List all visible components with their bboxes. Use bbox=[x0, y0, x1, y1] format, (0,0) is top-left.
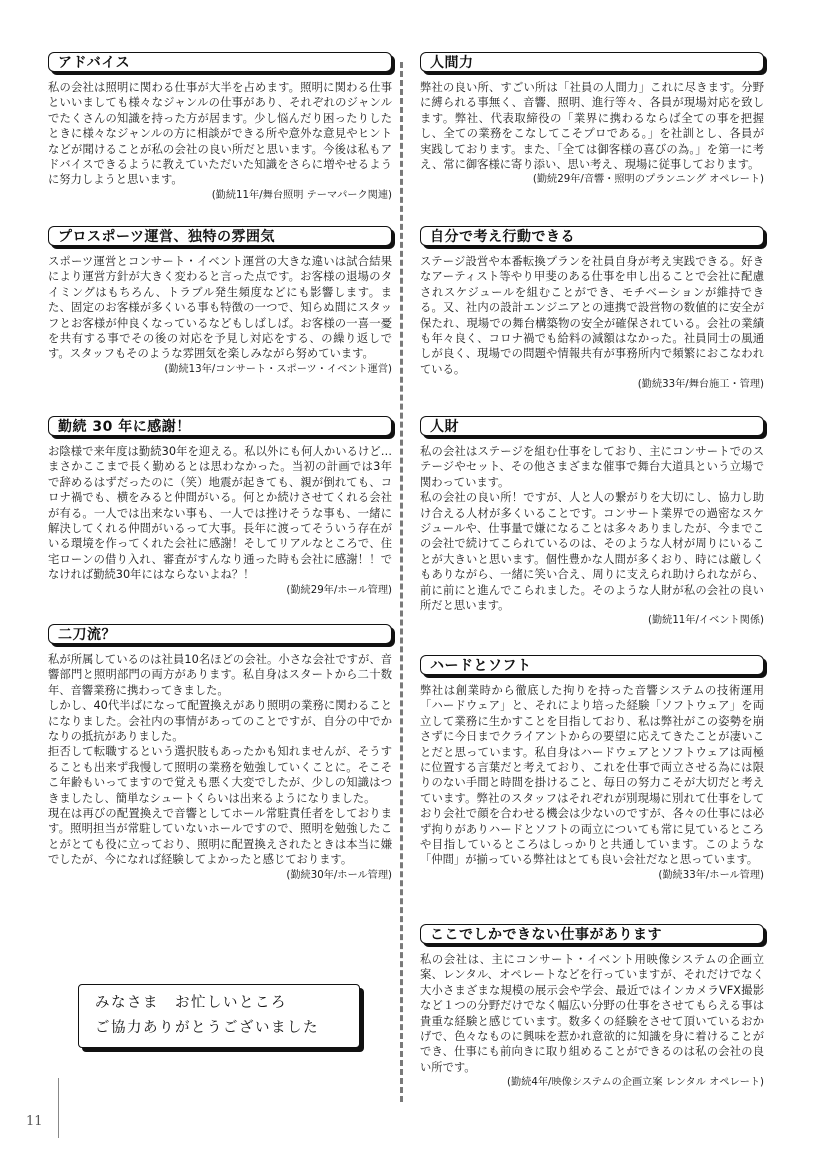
heading-label: 自分で考え行動できる bbox=[430, 229, 575, 245]
section-30-years bbox=[48, 416, 392, 598]
section-think-and-act bbox=[420, 226, 764, 392]
thanks-line-2: ご協力ありがとうございました bbox=[95, 1020, 319, 1036]
column-divider bbox=[400, 62, 403, 1102]
section-body: スポーツ運営とコンサート・イベント運営の大きな違いは試合結果により運営方針が大きく変わると言った点です。お客様の退場のタイミングはもちろん、トラブル発生頻度などにも影響します。また、固定のお客様が多くいる事も特徴の一つで、知らぬ間にスタッフとお客様が仲良くなっているなどもしばしば。お客様の一喜一憂を共有する事でその後の対応を予見し対応をする、の繰り返しです。スタッフもそのような雰囲気を楽しみながら努めています。 bbox=[48, 255, 392, 361]
section-heading bbox=[420, 226, 764, 248]
section-credit: (勤続29年/ホール管理) bbox=[286, 584, 392, 596]
section-advice bbox=[48, 52, 392, 203]
section-credit: (勤続30年/ホール管理) bbox=[286, 869, 392, 881]
heading-label: 勤続 30 年に感謝！ bbox=[58, 419, 191, 435]
thanks-box bbox=[78, 984, 360, 1048]
section-heading bbox=[420, 52, 764, 74]
section-body: 私の会社はステージを組む仕事をしており、主にコンサートでのステージやセット、その他さまざまな催事で舞台大道具という立場で関わっています。 私の会社の良い所！ですが、人と人の繋がりを大切にし、協力し助け合える人材が多くいることです。コンサート業界での過密なスケジュールや、仕事量で嫌になることは多々ありましたが、今までこの会社で続けてこられているのは、そのような人材が周りにいることが大きいと思います。個性豊かな人間が多くおり、時には厳しくもありながら、一緒に笑い合え、周りに支えられ助けられながら、前に前にと進んでこられました。そのような人財が私の会社の良い所だと思います。 bbox=[420, 445, 764, 613]
page-margin-rule bbox=[58, 1078, 59, 1138]
section-body: 私が所属しているのは社員10名ほどの会社。小さな会社ですが、音響部門と照明部門の両方があります。私自身はスタートから二十数年、音響業務に携わってきました。 しかし、40代半ばになって配置換えがあり照明の業務に関わることになりました。会社内の事情があってのことですが、自分の中でかなりの抵抗がありました。 拒否して転職するという選択肢もあったかも知れませんが、そうすることも出来ず我慢して照明の業務を勉強していくことに。そこそこ年齢もいってますので覚えも悪く大変でしたが、少しの知識はつきましたし、簡単なシュートくらいは出来るようになりました。 現在は再びの配置換えで音響としてホール常駐責任者をしております。照明担当が常駐していないホールですので、照明を勉強したことがとても役に立っており、照明に配置換えされたときは本当に嫌でしたが、今になれば経験してよかったと感じております。 bbox=[48, 653, 392, 867]
heading-label: ここでしかできない仕事があります bbox=[430, 927, 662, 943]
section-credit: (勤続11年/舞台照明 テーマパーク関連) bbox=[211, 189, 392, 201]
section-heading bbox=[48, 52, 392, 74]
section-heading bbox=[48, 416, 392, 438]
thanks-line-1: みなさま お忙しいところ bbox=[95, 995, 287, 1011]
section-heading bbox=[48, 226, 392, 248]
section-heading bbox=[420, 655, 764, 677]
section-body: 私の会社は、主にコンサート・イベント用映像システムの企画立案、レンタル、オペレートなどを行っていますが、それだけでなく大小さまざまな規模の展示会や学会、最近ではインカメラVFX撮影など１つの分野だけでなく幅広い分野の仕事をさせてもらえる事は貴重な経験と感じています。数多くの経験をさせて頂いているおかげで、色々なものに興味を惹かれ意欲的に知識を身に着けることができ、仕事にも前向きに取り組めることができるのは私の会社の良い所です。 bbox=[420, 953, 764, 1074]
section-heading bbox=[48, 624, 392, 646]
page-number: 11 bbox=[26, 1114, 43, 1129]
heading-label: 二刀流？ bbox=[58, 627, 116, 643]
section-human-power bbox=[420, 52, 764, 187]
section-credit: (勤続33年/舞台施工・管理) bbox=[637, 379, 764, 391]
heading-label: ハードとソフト bbox=[430, 658, 532, 674]
section-credit: (勤続11年/イベント関係) bbox=[647, 615, 764, 627]
section-credit: (勤続29年/音響・照明のプランニング オペレート) bbox=[532, 174, 764, 186]
section-body: 弊社の良い所、すごい所は「社員の人間力」これに尽きます。分野に縛られる事無く、音響、照明、進行等々、各員が現場対応を致します。弊社、代表取締役の「業界に携わるならば全ての事を把握し、全ての業務をこなしてこそプロである。」を社訓とし、各員が実践しております。また、「全ては御客様の喜びの為。」を第一に考え、常に御客様に寄り添い、思い考え、現場に従事しております。 bbox=[420, 81, 764, 172]
section-credit: (勤続4年/映像システムの企画立案 レンタル オペレート) bbox=[507, 1077, 764, 1089]
section-body: ステージ設営や本番転換プランを社員自身が考え実践できる。好きなアーティスト等やり甲斐のある仕事を申し出ることで会社に配慮されスケジュールを組むことができ、モチベーションが維持できる。又、社内の設計エンジニアとの連携で設営物の数値的に安全が保たれ、現場での舞台構築物の安全が確保されている。会社の業績も年々良く、コロナ禍でも給料の減額はなかった。社員同士の風通しが良く、現場での問題や情報共有が事務所内で頻繁におこなわれている。 bbox=[420, 255, 764, 376]
section-body: お陰様で来年度は勤続30年を迎える。私以外にも何人かいるけど…まさかここまで長く勤めるとは思わなかった。当初の計画では3年で辞めるはずだったのに（笑）地震が起きても、親が倒れても、コロナ禍でも、横をみると仲間がいる。何とか続けさせてくれる会社が有る。一人では出来ない事も、一人では挫けそうな事も、一緒に解決してくれる仲間がいるって大事。長年に渡ってそういう存在がいる環境を作ってくれた会社に感謝！そしてリアルなところで、住宅ローンの借り入れ、審査がすんなり通った時も会社に感謝！！でなければ勤続30年にはならないよね？！ bbox=[48, 445, 392, 582]
section-heading bbox=[420, 924, 764, 946]
section-body: 弊社は創業時から徹底した拘りを持った音響システムの技術運用「ハードウェア」と、それにより培った経験「ソフトウェア」を両立して業務に生かすことを目指しており、私は弊社がこの姿勢を崩さずに今日までクライアントからの要望に応えてきたことが凄いことだと思っています。私自身はハードウェアとソフトウェアは両極に位置する言葉だと考えており、これを仕事で両立させる為には限りのない手間と時間を掛けること、毎日の努力こそが大切だと考えています。弊社のスタッフはそれぞれが別現場に別れて仕事をしており会社で顔を合わせる機会は少ないのですが、各々の仕事には必ず拘りがありハードとソフトの両立についても常に見ているところや目指しているところはしっかりと共通しています。このような「仲間」が揃っている弊社はとても良い会社だなと思っています。 bbox=[420, 684, 764, 867]
section-pro-sports bbox=[48, 226, 392, 377]
heading-label: 人財 bbox=[430, 419, 459, 435]
section-hard-and-soft bbox=[420, 655, 764, 883]
section-human-resources bbox=[420, 416, 764, 628]
heading-label: プロスポーツ運営、独特の雰囲気 bbox=[58, 229, 275, 245]
section-credit: (勤続13年/コンサート・スポーツ・イベント運営) bbox=[164, 363, 392, 375]
section-body: 私の会社は照明に関わる仕事が大半を占めます。照明に関わる仕事といいましても様々なジャンルの仕事があり、それぞれのジャンルでたくさんの知識を持った方が居ます。少し悩んだり困ったりしたときに様々なジャンルの方に相談ができる所や意外な意見やヒントなどが聞けることが私の会社の良い所だと思います。今後は私もアドバイスできるように教えていただいた知識をさらに増やせるように努力しようと思います。 bbox=[48, 81, 392, 187]
heading-label: アドバイス bbox=[58, 55, 131, 71]
section-unique-work bbox=[420, 924, 764, 1090]
section-heading bbox=[420, 416, 764, 438]
section-credit: (勤続33年/ホール管理) bbox=[658, 869, 764, 881]
section-two-roles bbox=[48, 624, 392, 883]
heading-label: 人間力 bbox=[430, 55, 474, 71]
